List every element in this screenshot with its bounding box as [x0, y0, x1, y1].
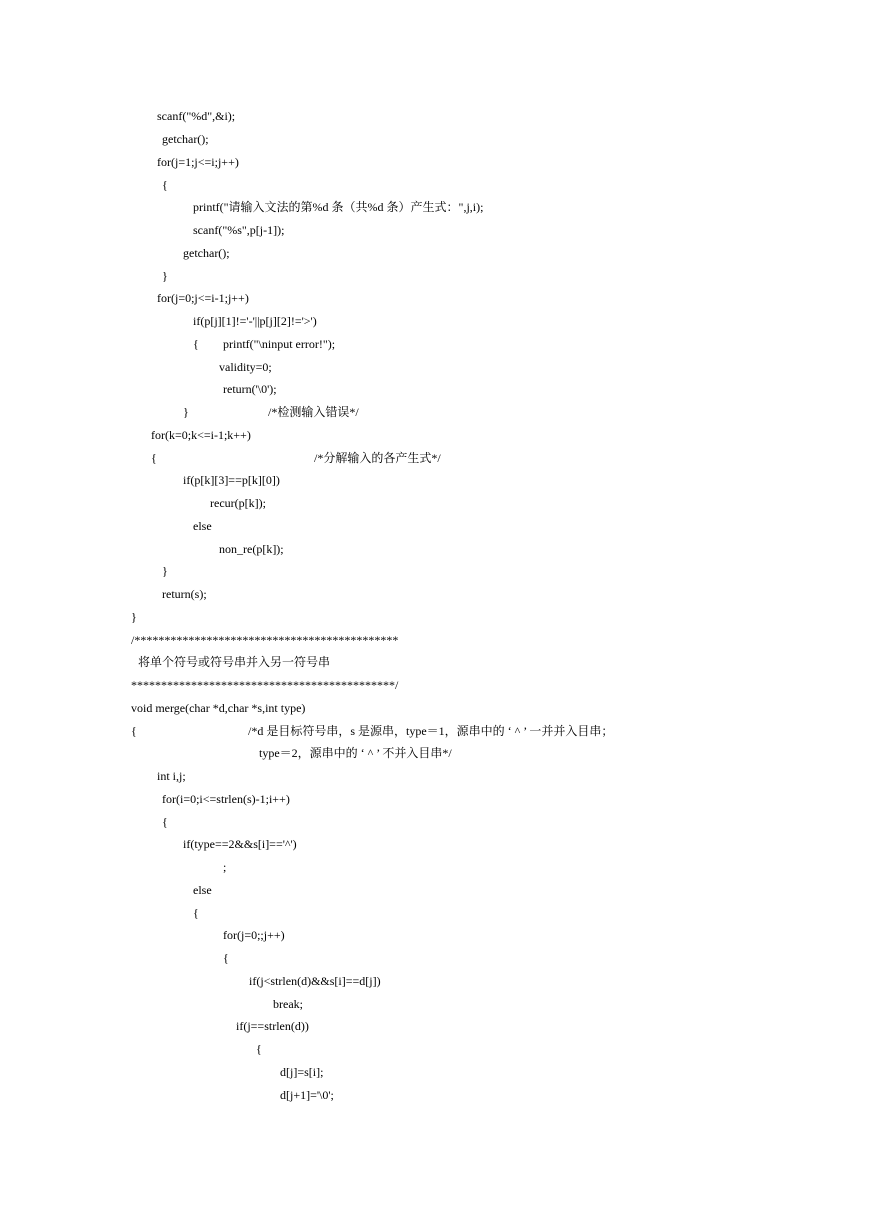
code-line: if(j<strlen(d)&&s[i]==d[j]) — [249, 974, 381, 988]
code-line: { — [131, 724, 137, 738]
code-comment: 将单个符号或符号串并入另一符号串 — [138, 655, 331, 669]
code-line: printf("\ninput error!"); — [223, 337, 336, 351]
code-line: scanf("%s",p[j-1]); — [193, 223, 285, 237]
code-line: else — [193, 883, 212, 897]
code-line: for(j=1;j<=i;j++) — [157, 155, 239, 169]
code-line: { — [193, 337, 199, 351]
code-line: void merge(char *d,char *s,int type) — [131, 701, 306, 715]
code-line: { — [151, 451, 157, 465]
code-line: non_re(p[k]); — [219, 542, 284, 556]
code-line: for(i=0;i<=strlen(s)-1;i++) — [162, 792, 290, 806]
code-line: { — [256, 1042, 262, 1056]
code-line: for(k=0;k<=i-1;k++) — [151, 428, 251, 442]
code-line: } — [131, 610, 137, 624]
code-comment: /*检测输入错误*/ — [268, 405, 359, 419]
code-comment: /*分解输入的各产生式*/ — [314, 451, 441, 465]
code-line: d[j]=s[i]; — [280, 1065, 324, 1079]
code-line: break; — [273, 997, 303, 1011]
code-line: scanf("%d",&i); — [157, 109, 236, 123]
code-line: return('\0'); — [223, 382, 277, 396]
code-line: { — [193, 906, 199, 920]
code-line: getchar(); — [183, 246, 230, 260]
code-line: { — [223, 951, 229, 965]
code-comment: type＝2，源串中的 ‘ ^ ’ 不并入目串*/ — [259, 746, 452, 760]
code-line: validity=0; — [219, 360, 272, 374]
code-line: if(j==strlen(d)) — [236, 1019, 309, 1033]
code-comment: ********************************************/ — [131, 678, 399, 692]
code-line: int i,j; — [157, 769, 186, 783]
code-line: d[j+1]='\0'; — [280, 1088, 334, 1102]
code-line: getchar(); — [162, 132, 209, 146]
code-line: } — [162, 269, 168, 283]
code-comment: /******************************************** — [131, 633, 399, 647]
code-line: } — [162, 564, 168, 578]
code-comment: /*d 是目标符号串，s 是源串，type＝1，源串中的 ‘ ^ ’ 一并并入目串； — [248, 724, 614, 738]
code-line: if(p[j][1]!='-'||p[j][2]!='>') — [193, 314, 317, 328]
code-line: recur(p[k]); — [210, 496, 266, 510]
code-line: { — [162, 178, 168, 192]
code-line: { — [162, 815, 168, 829]
code-line: for(j=0;;j++) — [223, 928, 285, 942]
code-line: if(p[k][3]==p[k][0]) — [183, 473, 280, 487]
code-line: printf("请输入文法的第%d 条（共%d 条）产生式：",j,i); — [193, 200, 484, 214]
code-line: for(j=0;j<=i-1;j++) — [157, 291, 249, 305]
code-line: } — [183, 405, 189, 419]
code-line: return(s); — [162, 587, 207, 601]
code-line: if(type==2&&s[i]=='^') — [183, 837, 297, 851]
code-line: else — [193, 519, 212, 533]
code-line: ; — [223, 860, 227, 874]
